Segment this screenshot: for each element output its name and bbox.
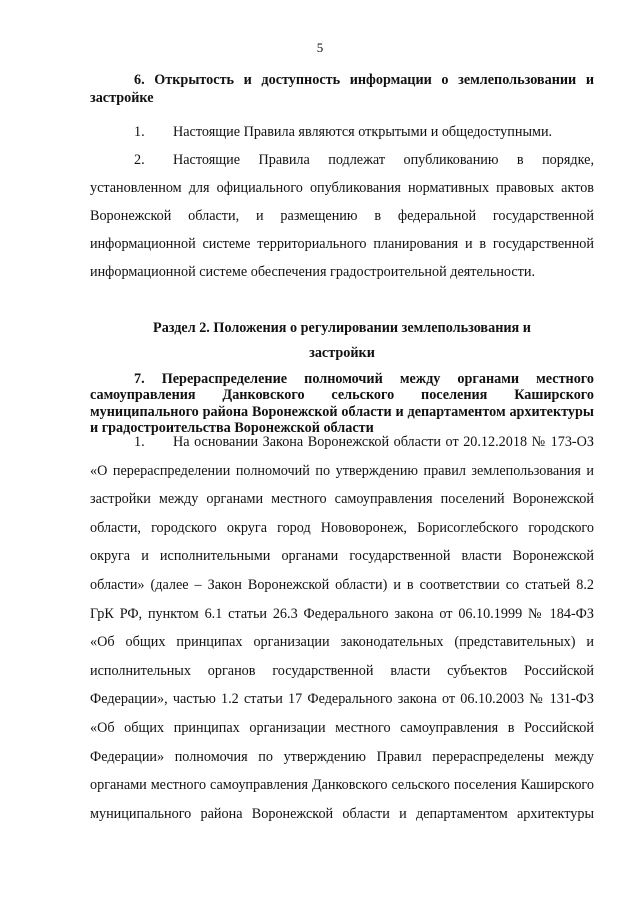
part-2-heading-line-2: застройки <box>309 345 375 361</box>
section-6-paragraph-2: 2. Настоящие Правила подлежат опубликованию в порядке, установленном для официального опубликования нормативных правовых актов Воронежской области, и размещению в федеральной государственной информационной системе территориального планирования и в государственной информационной системе обеспечения градостроительной деятельности. <box>90 152 594 281</box>
section-7-paragraph-1: 1. На основании Закона Воронежской области от 20.12.2018 № 173-ОЗ «О перераспределении полномочий по утверждению правил землепользования и застройки между органами местного самоуправления поселений Воронежской области, городского округа город Нововоронеж, Борисоглебского городского округа и исполнительными органами государственной власти Воронежской области» (далее – Закон Воронежской области) и в соответствии со статьей 8.2 ГрК РФ, пунктом 6.1 статьи 26.3 Федерального закона от 06.10.1999 № 184-ФЗ «Об общих принципах организации законодательных (представительных) и исполнительных органов государственной власти субъектов Российской Федерации», частью 1.2 статьи 17 Федерального закона от 06.10.2003 № 131-ФЗ «Об общих принципах организации местного самоуправления в Российской Федерации» полномочия по утверждению Правил перераспределены между органами местного самоуправления Данковского сельского поселения Каширского муниципального района Воронежской области и департаментом архитектуры <box>90 434 594 822</box>
section-6-paragraph-1: 1. Настоящие Правила являются открытыми и общедоступными. <box>134 124 553 140</box>
part-2-heading-line-1: Раздел 2. Положения о регулировании землепользования и <box>153 320 531 336</box>
section-7-heading: 7. Перераспределение полномочий между органами местного самоуправления Данковского сельского поселения Каширского муниципального района Воронежской области и департаментом архитектуры и градостроительства Воронежской области <box>90 371 594 436</box>
section-6-heading: 6. Открытость и доступность информации о землепользовании и застройке <box>90 72 594 106</box>
page-number: 5 <box>316 40 324 55</box>
